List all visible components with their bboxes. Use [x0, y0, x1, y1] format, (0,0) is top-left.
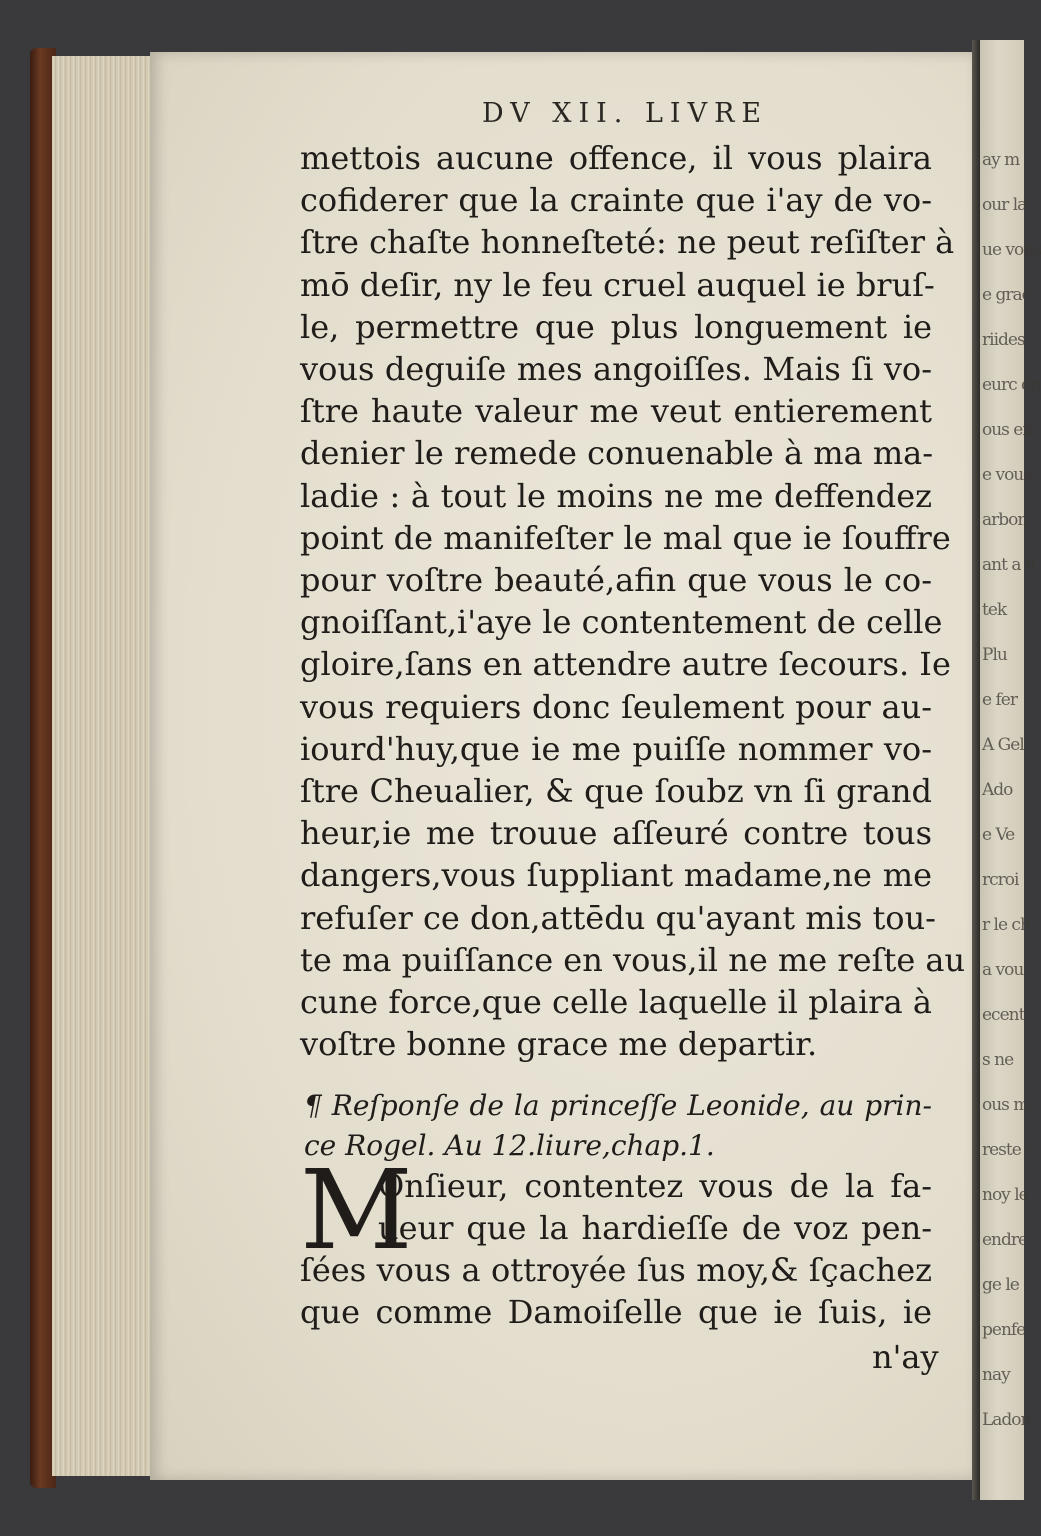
- page-gutter: [972, 40, 980, 1500]
- text-line: te ma puiſſance en vous,il ne me reſte au: [300, 940, 966, 979]
- facing-page-fragment: nay: [982, 1365, 1010, 1385]
- text-line: denier le remede conuenable à ma ma-: [300, 434, 934, 473]
- facing-page-fragment: Ado: [982, 780, 1013, 800]
- facing-page-fragment: ous m: [982, 1095, 1029, 1115]
- facing-page-fragment: s ne: [982, 1050, 1014, 1070]
- facing-page-fragment: reste v: [982, 1140, 1034, 1160]
- page-block-edges: [52, 56, 152, 1476]
- facing-page-fragment: r le ch: [982, 915, 1030, 935]
- facing-page-fragment: ay m: [982, 150, 1020, 170]
- text-line: ſtre Cheualier, & que ſoubz vn ſi grand: [300, 772, 932, 810]
- rubric-line: ¶ Reſponſe de la princeſſe Leonide, au prin-: [304, 1089, 932, 1122]
- text-line: heur,ie me trouue aſſeuré contre tous: [300, 814, 932, 853]
- text-line: ueur que la hardieſſe de voz pen-: [378, 1209, 932, 1247]
- text-line: pour voſtre beauté,afin que vous le co-: [300, 561, 932, 599]
- facing-page-fragment: ous en: [982, 420, 1033, 440]
- facing-page-fragment: ue vous: [982, 240, 1041, 260]
- facing-page-fragment: e vous: [982, 465, 1031, 485]
- facing-page-fragment: our la: [982, 195, 1027, 215]
- text-line: que comme Damoiſelle que ie ſuis, ie: [300, 1293, 932, 1331]
- facing-page-fragment: tek: [982, 600, 1007, 620]
- facing-page-fragment: e fer: [982, 690, 1017, 710]
- text-line: vous requiers donc ſeulement pour au-: [300, 687, 932, 726]
- facing-page-fragment: e grac: [982, 285, 1031, 305]
- text-line: mettois aucune offence, il vous plaira: [300, 139, 932, 177]
- text-line: ſées vous a ottroyée ſus moy,& ſçachez: [300, 1251, 932, 1289]
- facing-page-fragment: Ladon: [982, 1410, 1031, 1430]
- running-header: DV XII. LIVRE: [482, 98, 769, 129]
- facing-page-edge: [980, 40, 1041, 1500]
- text-line: le, permettre que plus longuement ie: [300, 307, 932, 346]
- facing-page-fragment: ant a n: [982, 555, 1035, 575]
- facing-page-fragment: penfe: [982, 1320, 1026, 1340]
- text-line: refuſer ce don,attēdu qu'ayant mis tou-: [300, 898, 936, 937]
- text-line: ſtre chaſte honneſteté: ne peut reſiſter à: [300, 223, 955, 262]
- facing-page-fragment: arbon: [982, 510, 1028, 530]
- facing-page-fragment: riides: [982, 330, 1025, 350]
- facing-page-fragment: e Ve: [982, 825, 1015, 845]
- text-line: gnoiſſant,i'aye le contentement de celle: [300, 603, 943, 642]
- facing-page-fragment: ge le: [982, 1275, 1019, 1295]
- drop-cap-initial: M: [300, 1146, 413, 1274]
- text-line: iourd'huy,que ie me puiſſe nommer vo-: [300, 729, 932, 768]
- facing-page-fragment: A Gel: [982, 735, 1024, 755]
- facing-page-fragment: a vou: [982, 960, 1024, 980]
- facing-page-fragment: eurc en: [982, 375, 1041, 395]
- facing-page-fragment: rcroi: [982, 870, 1019, 890]
- text-line: vous deguiſe mes angoiſſes. Mais ſi vo-: [300, 350, 932, 388]
- text-line: voſtre bonne grace me departir.: [300, 1025, 818, 1064]
- text-line: ſtre haute valeur me veut entierement: [300, 392, 932, 431]
- text-line: cune force,que celle laquelle il plaira à: [300, 983, 932, 1021]
- text-line: mō deſir, ny le feu cruel auquel ie bruſ-: [300, 265, 935, 304]
- facing-page-fragment: ecent: [982, 1005, 1025, 1025]
- text-line: cofiderer que la crainte que i'ay de vo-: [300, 181, 932, 220]
- text-line: gloire,ſans en attendre autre ſecours. Ie: [300, 645, 951, 684]
- text-line: dangers,vous ſuppliant madame,ne me: [300, 856, 932, 895]
- facing-page-fragment: Plu: [982, 645, 1007, 665]
- facing-page-fragment: endre: [982, 1230, 1028, 1250]
- text-line: point de manifeſter le mal que ie ſouffre: [300, 518, 951, 557]
- facing-page-fragment: noy le: [982, 1185, 1028, 1205]
- rubric-line: ce Rogel. Au 12.liure,chap.1.: [304, 1129, 715, 1162]
- catchword: n'ay: [872, 1338, 939, 1376]
- text-line: Onſieur, contentez vous de la fa-: [378, 1167, 932, 1205]
- text-line: ladie : à tout le moins ne me deffendez: [300, 476, 932, 515]
